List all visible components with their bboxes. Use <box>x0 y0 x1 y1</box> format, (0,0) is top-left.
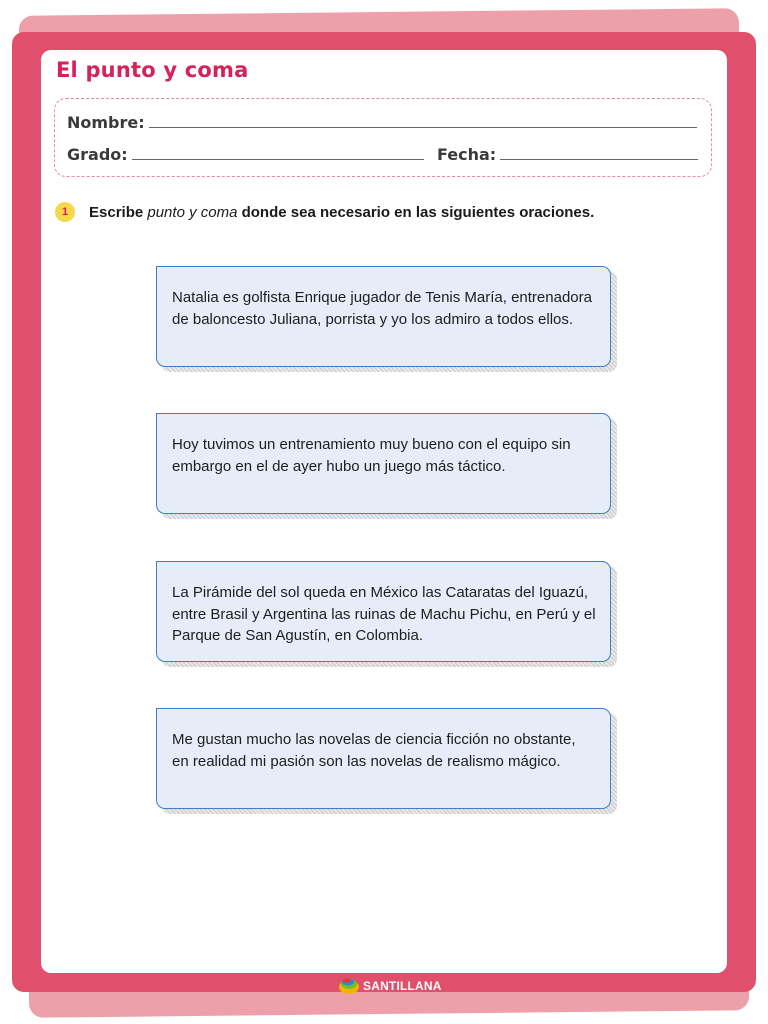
sentence-text-2[interactable]: Hoy tuvimos un entrenamiento muy bueno con el equipo sin embargo en el de ayer hubo un juego más táctico. <box>156 413 611 514</box>
santillana-logo <box>338 976 442 996</box>
sentence-card-1 <box>156 266 611 367</box>
logo-icon <box>338 976 360 996</box>
grade-row <box>67 145 424 164</box>
instruction-text-italic: punto y coma <box>147 203 238 221</box>
sentence-card-4 <box>156 708 611 809</box>
date-label: Fecha: <box>437 145 497 164</box>
sentence-card-2 <box>156 413 611 514</box>
instruction <box>55 202 594 222</box>
brand-name: SANTILLANA <box>363 979 442 993</box>
student-info-box <box>54 98 712 177</box>
grade-label: Grado: <box>67 145 128 164</box>
exercise-number-badge: 1 <box>55 202 75 222</box>
sentence-text-4[interactable]: Me gustan mucho las novelas de ciencia ficción no obstante, en realidad mi pasión son las novelas de realismo mágico. <box>156 708 611 809</box>
sentence-text-3[interactable]: La Pirámide del sol queda en México las Cataratas del Iguazú, entre Brasil y Argentina las ruinas de Machu Pichu, en Perú y el Parque de San Agustín, en Colombia. <box>156 561 611 662</box>
sentence-card-3 <box>156 561 611 662</box>
grade-field[interactable] <box>132 159 424 160</box>
name-row <box>67 113 697 132</box>
instruction-text-start: Escribe <box>89 203 148 221</box>
instruction-text <box>89 204 594 221</box>
date-field[interactable] <box>500 159 698 160</box>
instruction-text-end: donde sea necesario en las siguientes oraciones. <box>237 203 595 221</box>
name-label: Nombre: <box>67 113 145 132</box>
date-row <box>437 145 698 164</box>
sentence-text-1[interactable]: Natalia es golfista Enrique jugador de Tenis María, entrenadora de baloncesto Juliana, porrista y yo los admiro a todos ellos. <box>156 266 611 367</box>
name-field[interactable] <box>149 127 697 128</box>
page-title: El punto y coma <box>56 58 249 82</box>
